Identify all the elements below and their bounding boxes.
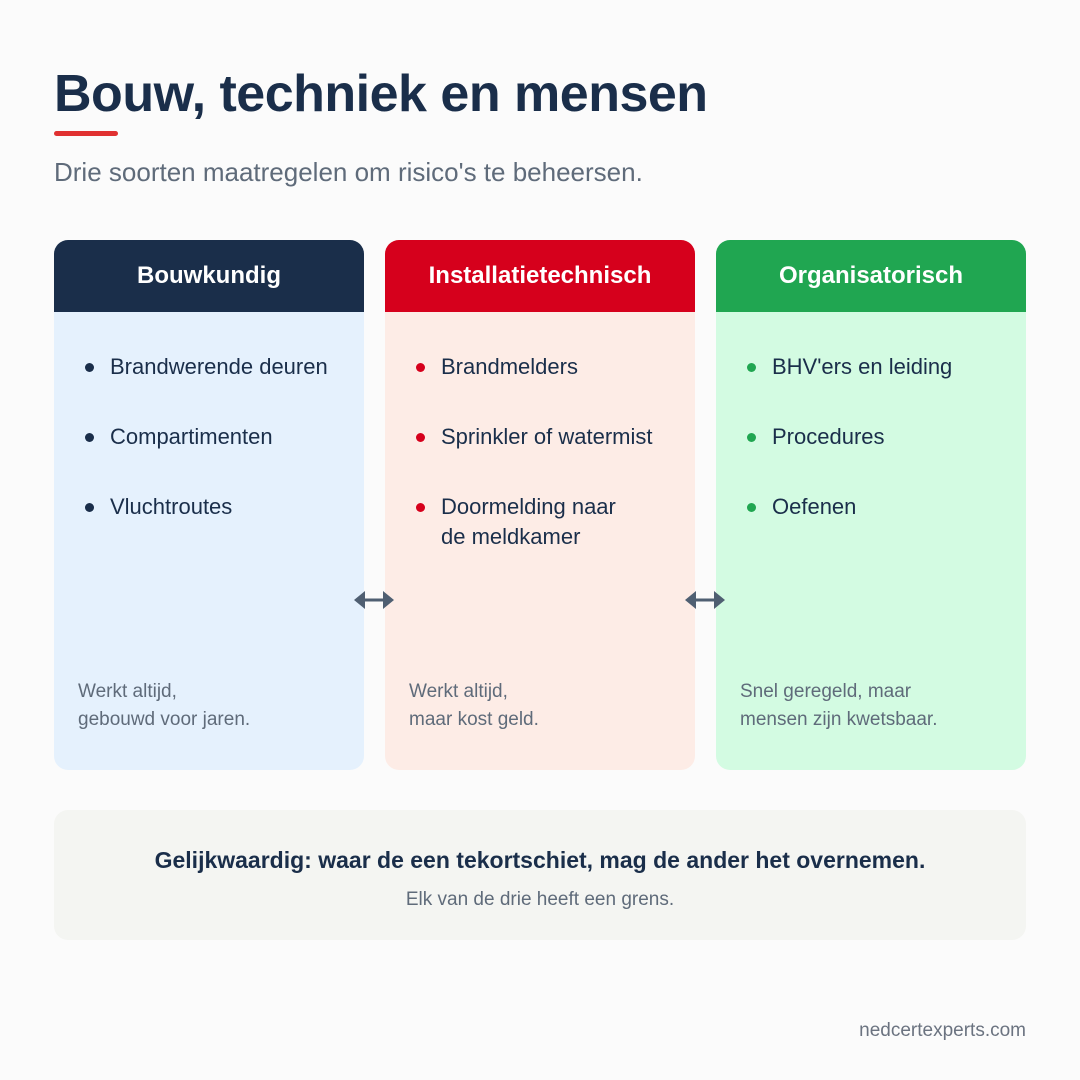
card-list [78, 352, 344, 562]
bullet-icon [85, 363, 94, 372]
list-item-label: Vluchtroutes [110, 494, 233, 519]
list-item-label: BHV'ers en leiding [772, 354, 953, 379]
card-header: Installatietechnisch [385, 240, 695, 312]
title-underline [54, 131, 118, 136]
list-item [409, 352, 675, 382]
list-item [78, 422, 344, 452]
list-item [78, 352, 344, 382]
callout-title: Gelijkwaardig: waar de een tekortschiet, mag de ander het overnemen. [154, 847, 926, 873]
list-item-label: Brandwerende deuren [110, 354, 328, 379]
card-installatietechnisch [385, 240, 695, 770]
card-note: Werkt altijd, gebouwd voor jaren. [78, 681, 251, 730]
callout-box [54, 810, 1026, 940]
list-item [740, 492, 1006, 522]
list-item-label: Oefenen [772, 494, 857, 519]
list-item [409, 422, 675, 452]
list-item-label: Doormelding naar de meldkamer [441, 494, 616, 549]
bullet-icon [416, 363, 425, 372]
list-item-label: Sprinkler of watermist [441, 424, 653, 449]
list-item [78, 492, 344, 522]
card-header: Bouwkundig [54, 240, 364, 312]
card-note: Werkt altijd, maar kost geld. [409, 681, 539, 730]
bullet-icon [85, 503, 94, 512]
card-organisatorisch [716, 240, 1026, 770]
list-item [740, 422, 1006, 452]
card-bouwkundig [54, 240, 364, 770]
card-list [740, 352, 1006, 562]
double-arrow-icon [683, 587, 727, 613]
bullet-icon [747, 363, 756, 372]
footer-domain: nedcertexperts.com [859, 1020, 1026, 1041]
list-item-label: Procedures [772, 424, 885, 449]
bullet-icon [747, 433, 756, 442]
card-header: Organisatorisch [716, 240, 1026, 312]
bullet-icon [416, 503, 425, 512]
list-item-label: Brandmelders [441, 354, 578, 379]
page-title: Bouw, techniek en mensen [54, 65, 708, 123]
list-item [409, 492, 675, 552]
bullet-icon [747, 503, 756, 512]
callout-subtitle: Elk van de drie heeft een grens. [405, 889, 675, 910]
bullet-icon [85, 433, 94, 442]
page-subtitle: Drie soorten maatregelen om risico's te beheersen. [54, 157, 643, 187]
card-list [409, 352, 675, 592]
card-note: Snel geregeld, maar mensen zijn kwetsbaar. [740, 681, 938, 730]
list-item-label: Compartimenten [110, 424, 273, 449]
list-item [740, 352, 1006, 382]
bullet-icon [416, 433, 425, 442]
double-arrow-icon [352, 587, 396, 613]
